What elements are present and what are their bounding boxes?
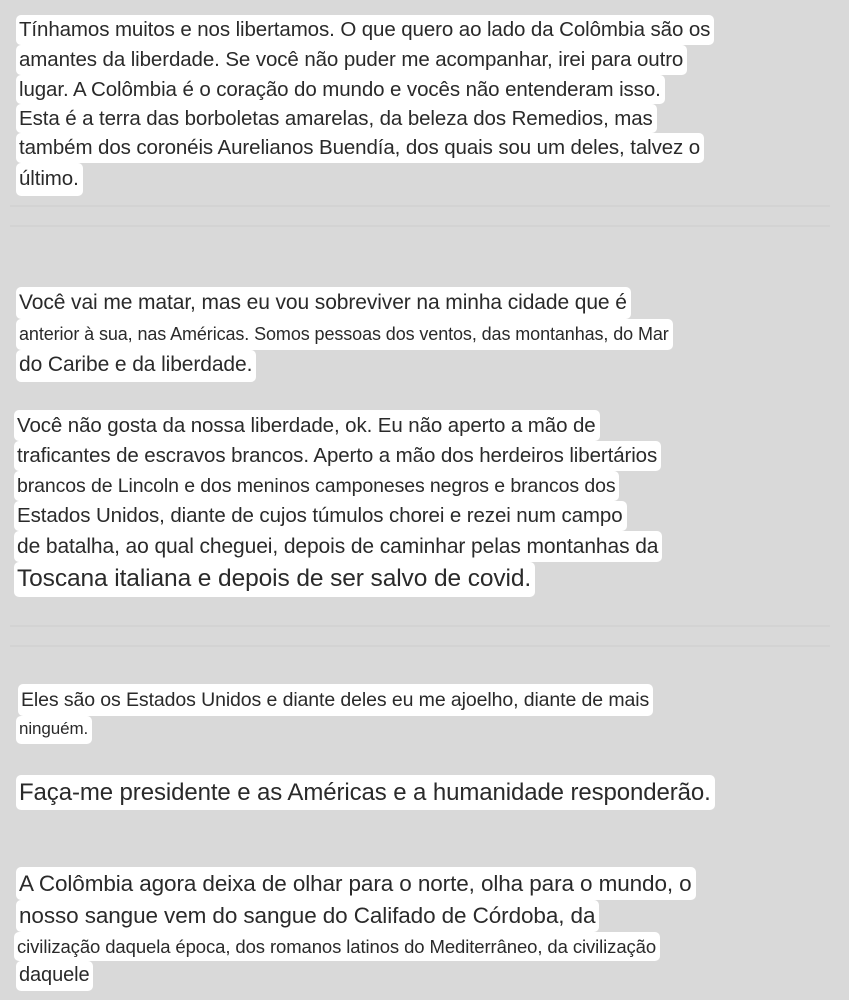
text-line: último.	[16, 163, 83, 196]
background-ghost-text	[10, 225, 830, 227]
background-ghost-text	[10, 625, 830, 627]
text-line: traficantes de escravos brancos. Aperto a mão dos herdeiros libertários	[14, 441, 661, 471]
text-line: do Caribe e da liberdade.	[16, 350, 256, 382]
text-line: Tínhamos muitos e nos libertamos. O que quero ao lado da Colômbia são os	[16, 15, 714, 45]
text-line: anterior à sua, nas Américas. Somos pessoas dos ventos, das montanhas, do Mar	[16, 319, 673, 350]
text-line: A Colômbia agora deixa de olhar para o norte, olha para o mundo, o	[16, 867, 696, 900]
text-line: de batalha, ao qual cheguei, depois de caminhar pelas montanhas da	[14, 531, 662, 562]
background-ghost-text	[10, 645, 830, 647]
text-line: amantes da liberdade. Se você não puder me acompanhar, irei para outro	[16, 45, 687, 75]
text-line: daquele	[16, 961, 93, 991]
background-ghost-text	[10, 205, 830, 207]
text-line: lugar. A Colômbia é o coração do mundo e vocês não entenderam isso.	[16, 75, 665, 104]
text-line: Toscana italiana e depois de ser salvo de covid.	[14, 562, 535, 597]
text-line: Faça-me presidente e as Américas e a humanidade responderão.	[16, 775, 715, 810]
text-line: também dos coronéis Aurelianos Buendía, dos quais sou um deles, talvez o	[16, 133, 704, 163]
text-line: ninguém.	[16, 716, 92, 744]
text-line: Esta é a terra das borboletas amarelas, da beleza dos Remedios, mas	[16, 104, 657, 133]
text-line: Estados Unidos, diante de cujos túmulos chorei e rezei num campo	[14, 501, 627, 531]
text-line: nosso sangue vem do sangue do Califado de Córdoba, da	[16, 900, 599, 932]
text-line: Você não gosta da nossa liberdade, ok. Eu não aperto a mão de	[14, 410, 600, 441]
text-line: civilização daquela época, dos romanos latinos do Mediterrâneo, da civilização	[14, 932, 660, 961]
text-line: Você vai me matar, mas eu vou sobreviver na minha cidade que é	[16, 287, 631, 319]
text-line: Eles são os Estados Unidos e diante deles eu me ajoelho, diante de mais	[18, 684, 653, 716]
text-line: brancos de Lincoln e dos meninos camponeses negros e brancos dos	[14, 471, 619, 501]
